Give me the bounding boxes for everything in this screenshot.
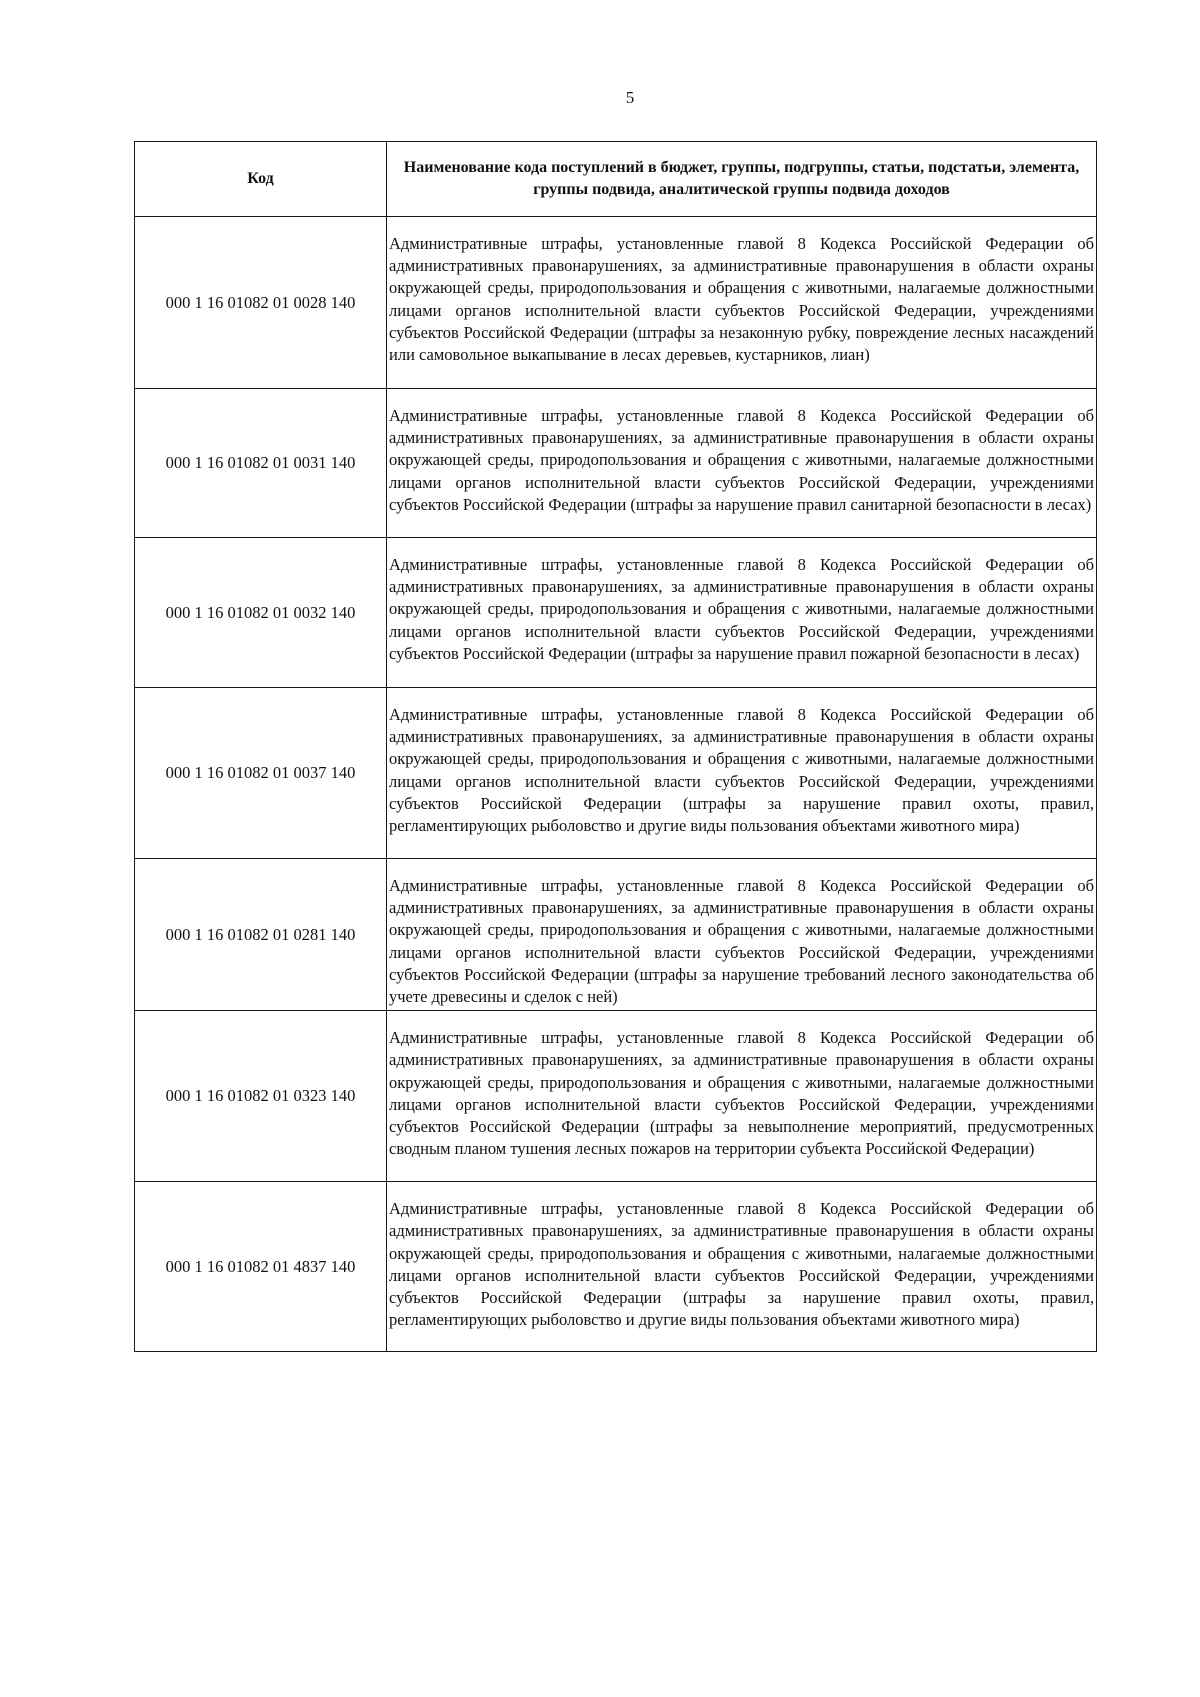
- code-cell: 000 1 16 01082 01 0031 140: [135, 389, 387, 538]
- description-cell: Административные штрафы, установленные главой 8 Кодекса Российской Федерации об административных правонарушениях, за административные правонарушения в области охраны окружающей среды, природопользования и обращения с животными, налагаемые должностными лицами органов исполнительной власти субъектов Российской Федерации, учреждениями субъектов Российской Федерации (штрафы за нарушение правил охоты, правил, регламентирующих рыболовство и другие виды пользования объектами животного мира): [387, 1182, 1097, 1352]
- table-row: [135, 538, 1097, 688]
- description-cell: Административные штрафы, установленные главой 8 Кодекса Российской Федерации об административных правонарушениях, за административные правонарушения в области охраны окружающей среды, природопользования и обращения с животными, налагаемые должностными лицами органов исполнительной власти субъектов Российской Федерации, учреждениями субъектов Российской Федерации (штрафы за невыполнение мероприятий, предусмотренных сводным планом тушения лесных пожаров на территории субъекта Российской Федерации): [387, 1011, 1097, 1182]
- code-cell: 000 1 16 01082 01 0028 140: [135, 217, 387, 389]
- table-header-row: [135, 142, 1097, 217]
- description-cell: Административные штрафы, установленные главой 8 Кодекса Российской Федерации об административных правонарушениях, за административные правонарушения в области охраны окружающей среды, природопользования и обращения с животными, налагаемые должностными лицами органов исполнительной власти субъектов Российской Федерации, учреждениями субъектов Российской Федерации (штрафы за нарушение правил санитарной безопасности в лесах): [387, 389, 1097, 538]
- code-cell: 000 1 16 01082 01 0281 140: [135, 859, 387, 1011]
- description-cell: Административные штрафы, установленные главой 8 Кодекса Российской Федерации об административных правонарушениях, за административные правонарушения в области охраны окружающей среды, природопользования и обращения с животными, налагаемые должностными лицами органов исполнительной власти субъектов Российской Федерации, учреждениями субъектов Российской Федерации (штрафы за незаконную рубку, повреждение лесных насаждений или самовольное выкапывание в лесах деревьев, кустарников, лиан): [387, 217, 1097, 389]
- table-row: [135, 389, 1097, 538]
- code-cell: 000 1 16 01082 01 0323 140: [135, 1011, 387, 1182]
- table-row: [135, 1182, 1097, 1352]
- table-row: [135, 688, 1097, 859]
- header-name: Наименование кода поступлений в бюджет, группы, подгруппы, статьи, подстатьи, элемента, группы подвида, аналитической группы подвида доходов: [387, 142, 1097, 217]
- table-row: [135, 217, 1097, 389]
- table-row: [135, 859, 1097, 1011]
- code-cell: 000 1 16 01082 01 0037 140: [135, 688, 387, 859]
- revenue-codes-table: [134, 141, 1097, 1352]
- table-row: [135, 1011, 1097, 1182]
- description-cell: Административные штрафы, установленные главой 8 Кодекса Российской Федерации об административных правонарушениях, за административные правонарушения в области охраны окружающей среды, природопользования и обращения с животными, налагаемые должностными лицами органов исполнительной власти субъектов Российской Федерации, учреждениями субъектов Российской Федерации (штрафы за нарушение правил охоты, правил, регламентирующих рыболовство и другие виды пользования объектами животного мира): [387, 688, 1097, 859]
- page-number: 5: [625, 88, 635, 107]
- code-cell: 000 1 16 01082 01 4837 140: [135, 1182, 387, 1352]
- header-code: Код: [135, 142, 387, 217]
- description-cell: Административные штрафы, установленные главой 8 Кодекса Российской Федерации об административных правонарушениях, за административные правонарушения в области охраны окружающей среды, природопользования и обращения с животными, налагаемые должностными лицами органов исполнительной власти субъектов Российской Федерации, учреждениями субъектов Российской Федерации (штрафы за нарушение требований лесного законодательства об учете древесины и сделок с ней): [387, 859, 1097, 1011]
- code-cell: 000 1 16 01082 01 0032 140: [135, 538, 387, 688]
- description-cell: Административные штрафы, установленные главой 8 Кодекса Российской Федерации об административных правонарушениях, за административные правонарушения в области охраны окружающей среды, природопользования и обращения с животными, налагаемые должностными лицами органов исполнительной власти субъектов Российской Федерации, учреждениями субъектов Российской Федерации (штрафы за нарушение правил пожарной безопасности в лесах): [387, 538, 1097, 688]
